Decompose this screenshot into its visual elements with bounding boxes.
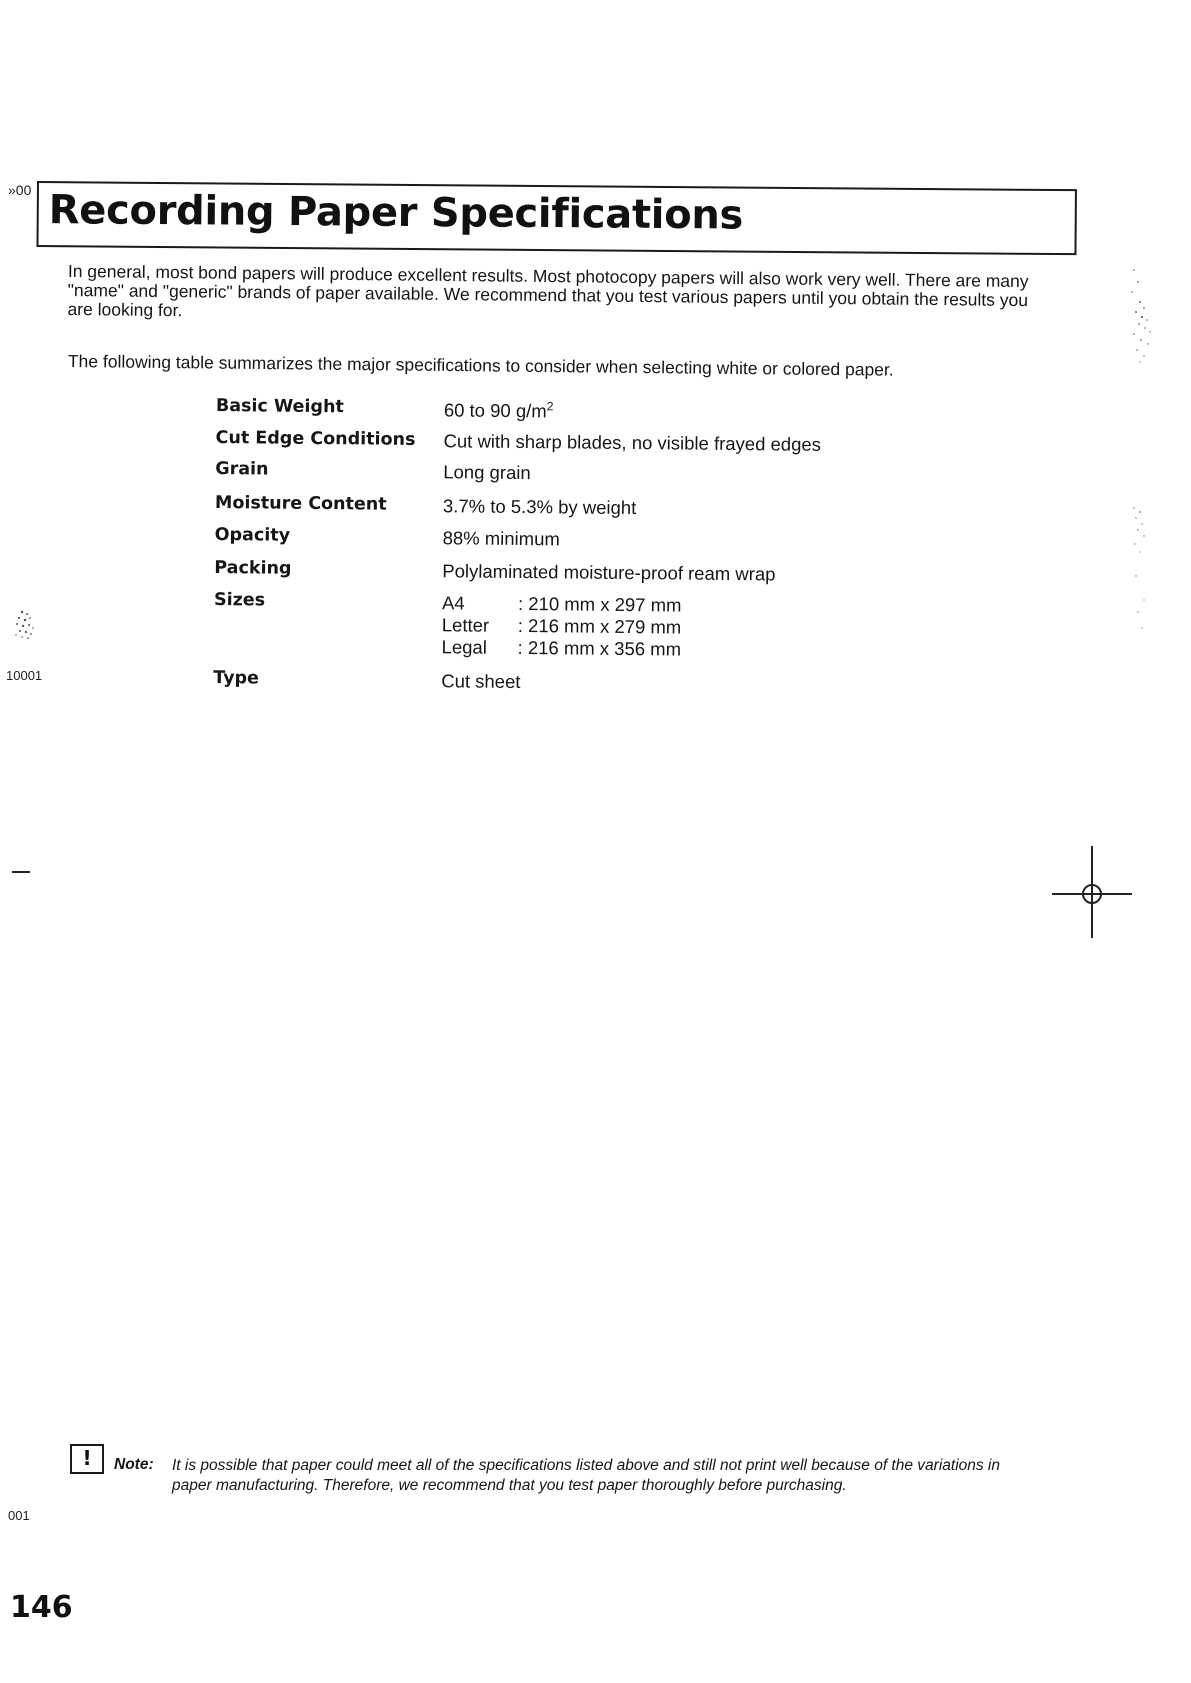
margin-dash — [12, 871, 30, 873]
note-text: It is possible that paper could meet all of the specifications listed above and still not print well because of the variations in paper manufacturing. Therefore, we recommend that you test paper thoroughly before purchasing. — [172, 1457, 1000, 1494]
scan-noise-right-top — [1122, 262, 1162, 372]
spec-label: Sizes — [213, 590, 266, 611]
spec-value-text: 60 to 90 g/m — [443, 399, 547, 422]
size-value: : 216 mm x 356 mm — [517, 636, 682, 660]
size-line-a4 — [442, 592, 682, 616]
spec-value: 3.7% to 5.3% by weight — [442, 495, 637, 519]
spec-row-moisture — [211, 493, 911, 519]
page-number: 146 — [10, 1590, 73, 1625]
size-line-letter — [442, 614, 682, 638]
spec-value: Cut with sharp blades, no visible frayed edges — [443, 430, 822, 455]
spec-value: 88% minimum — [442, 527, 560, 550]
spec-label: Moisture Content — [214, 493, 387, 515]
size-value: : 210 mm x 297 mm — [517, 592, 682, 616]
spec-value-superscript: 2 — [546, 399, 554, 414]
spec-label: Grain — [215, 459, 269, 480]
spec-label: Cut Edge Conditions — [215, 428, 416, 450]
page-title: Recording Paper Specifications — [48, 187, 744, 239]
spec-row-basic-weight — [212, 396, 912, 422]
size-name: A4 — [441, 592, 465, 614]
registration-crosshair-icon — [1050, 844, 1134, 940]
margin-mark-side-1: 10001 — [6, 668, 43, 683]
spec-row-packing — [210, 558, 910, 585]
size-line-legal — [441, 636, 681, 660]
scan-noise-right-mid — [1124, 500, 1160, 650]
spec-label: Opacity — [214, 525, 291, 546]
scan-noise-left — [8, 606, 44, 646]
spec-value — [444, 398, 554, 422]
note-warning-icon: ! — [70, 1444, 104, 1474]
spec-value: Long grain — [443, 461, 531, 484]
spec-row-cut-edge — [212, 428, 912, 455]
spec-row-type — [209, 668, 909, 692]
spec-row-opacity — [211, 525, 911, 550]
title-box — [36, 181, 1076, 255]
size-value: : 216 mm x 279 mm — [517, 614, 682, 638]
summary-paragraph: The following table summarizes the major specifications to consider when selecting white or colored paper. — [67, 351, 894, 380]
size-name: Legal — [441, 636, 487, 658]
size-name: Letter — [441, 614, 490, 636]
spec-value: Polylaminated moisture-proof ream wrap — [442, 560, 776, 585]
intro-paragraph: In general, most bond papers will produce excellent results. Most photocopy papers will also work very well. There are many "name" and "generic" brands of paper available. We recommend that you test various papers until you obtain the results you are looking for. — [67, 261, 1029, 321]
margin-mark-top-left: »00 — [8, 182, 32, 198]
note-label: Note: — [114, 1456, 154, 1473]
margin-mark-side-2: 001 — [8, 1508, 30, 1523]
spec-value: Cut sheet — [441, 670, 521, 692]
spec-label: Basic Weight — [215, 396, 344, 418]
spec-label: Packing — [214, 558, 292, 579]
spec-row-sizes — [210, 590, 910, 660]
spec-table — [212, 396, 912, 692]
spec-label: Type — [213, 668, 260, 689]
spec-row-grain — [211, 459, 911, 484]
